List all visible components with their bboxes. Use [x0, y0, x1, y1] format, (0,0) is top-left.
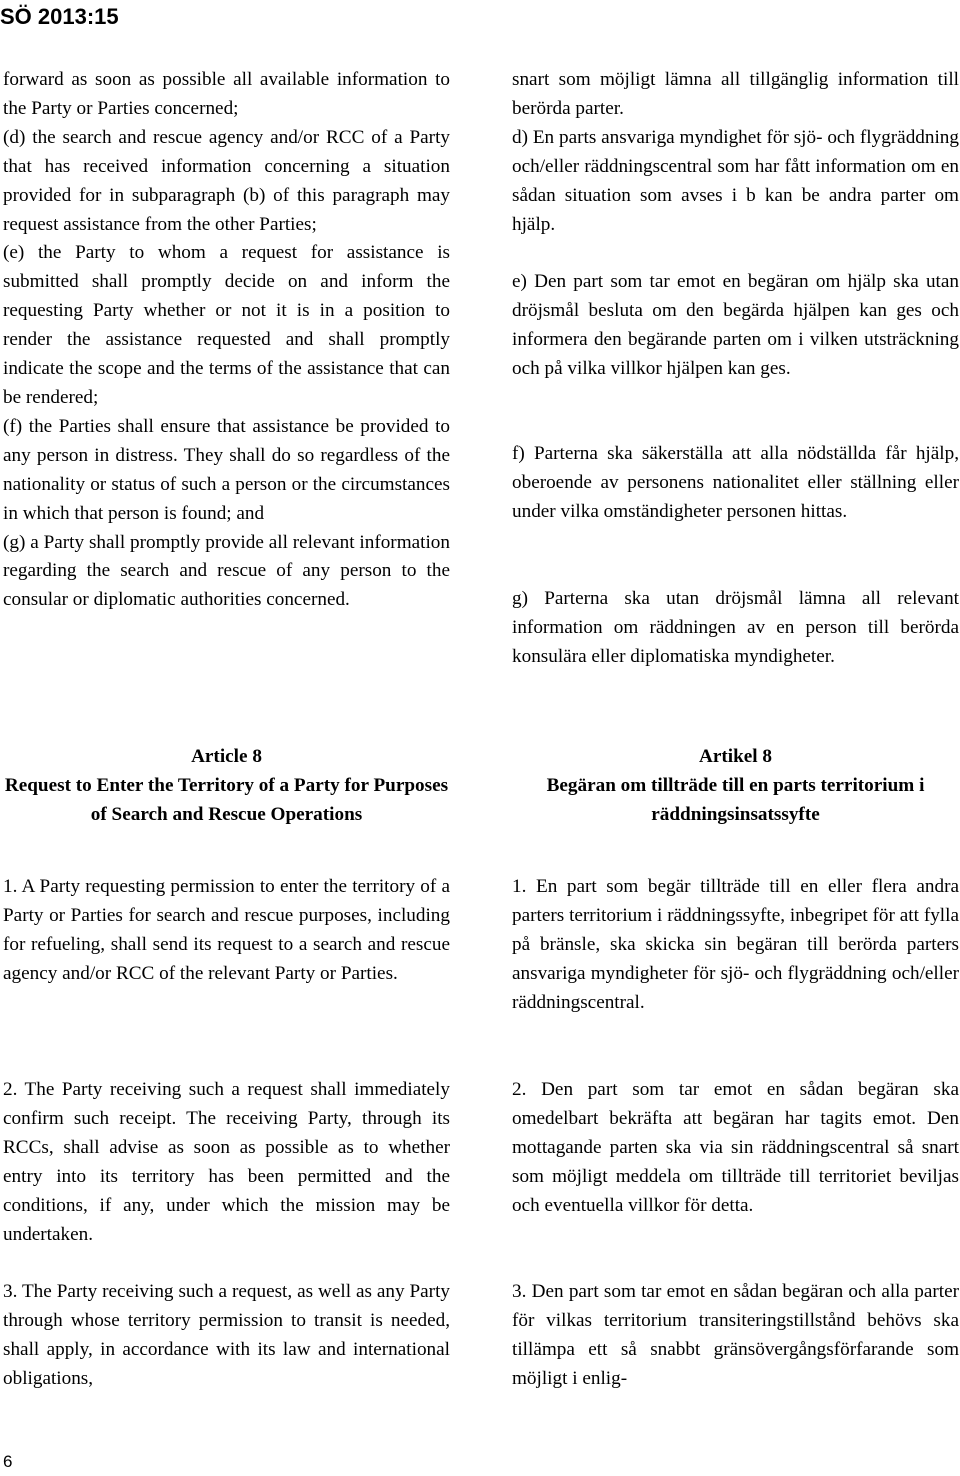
- english-article-heading: [3, 743, 450, 830]
- swedish-item-e: e) Den part som tar emot en begäran om hjälp ska utan dröjsmål besluta om den begärda hjälpen kan ges och informera den begärande parten om i vilken utsträckning och på vilka villkor hjälpen kan ges.: [512, 271, 959, 379]
- swedish-item-f: f) Parterna ska säkerställa att alla nödställda får hjälp, oberoende av personens nationalitet eller ställning eller under vilka omständigheter personen hittas.: [512, 443, 959, 522]
- english-paragraph-1: 1. A Party requesting permission to enter the territory of a Party or Parties for search and rescue purposes, including for refueling, shall send its request to a search and rescue agency and/or RCC of the relevant Party or Parties.: [3, 876, 450, 984]
- english-item-d: (d) the search and rescue agency and/or RCC of a Party that has received information concerning a situation provided for in subparagraph (b) of this paragraph may request assistance from the other Parties;: [3, 126, 450, 235]
- english-paragraph-3: 3. The Party receiving such a request, as well as any Party through whose territory permission to transit is needed, shall apply, in accordance with its law and international obligations,: [3, 1281, 450, 1389]
- swedish-item-g: g) Parterna ska utan dröjsmål lämna all relevant information om räddningen av en person till berörda konsulära eller diplomatiska myndigheter.: [512, 588, 959, 667]
- english-top-block: [3, 66, 450, 615]
- english-article-number: Article 8: [191, 746, 262, 767]
- swedish-article-heading: [512, 743, 959, 830]
- swedish-paragraph-1: 1. En part som begär tillträde till en eller flera andra parters territorium i räddningssyfte, inbegripet för att fylla på bränsle, ska skicka sin begäran till berörda parters ansvariga myndigheter för sjö- och flygräddning och/eller räddningscentral.: [512, 876, 959, 1013]
- english-item-f: (f) the Parties shall ensure that assistance be provided to any person in distress. They shall do so regardless of the nationality or status of such a person or the circumstances in which that person is found; and: [3, 415, 450, 524]
- english-paragraph-continuation: forward as soon as possible all available information to the Party or Parties concerned;: [3, 69, 450, 119]
- swedish-item-d: d) En parts ansvariga myndighet för sjö- och flygräddning och/eller räddningscentral som har fått information om en sådan situation som avses i b kan be andra parter om hjälp.: [512, 127, 959, 235]
- swedish-paragraph-3: 3. Den part som tar emot en sådan begäran och alla parter för vilkas territorium transiteringstillstånd behövs ska tillämpa ett så snabbt gränsövergångsförfarande som möjligt i enlig-: [512, 1281, 959, 1389]
- english-article-title: Request to Enter the Territory of a Party for Purposes of Search and Rescue Operations: [4, 774, 449, 825]
- document-reference: SÖ 2013:15: [0, 4, 119, 29]
- english-paragraph-2: 2. The Party receiving such a request shall immediately confirm such receipt. The receiving Party, through its RCCs, shall advise as soon as possible as to whether entry into its territory has been permitted and the conditions, if any, under which the mission may be undertaken.: [3, 1079, 450, 1245]
- page-number: 6: [3, 1452, 13, 1471]
- english-item-g: (g) a Party shall promptly provide all relevant information regarding the search and rescue of any person to the consular or diplomatic authorities concerned.: [3, 531, 450, 611]
- swedish-article-title: Begäran om tillträde till en parts territorium i räddningsinsatssyfte: [546, 774, 925, 825]
- swedish-paragraph-2: 2. Den part som tar emot en sådan begäran ska omedelbart bekräfta att begäran har tagits emot. Den mottagande parten ska via sin räddningscentral så snart som möjligt meddela om tillträde till territoriet beviljas och eventuella villkor för detta.: [512, 1079, 959, 1216]
- swedish-article-number: Artikel 8: [698, 746, 772, 767]
- english-item-e: (e) the Party to whom a request for assistance is submitted shall promptly decide on and inform the requesting Party whether or not it is in a position to render the assistance requested and shall promptly indicate the scope and the terms of the assistance that can be rendered;: [3, 242, 450, 408]
- swedish-paragraph-continuation: snart som möjligt lämna all tillgänglig information till berörda parter.: [512, 69, 959, 119]
